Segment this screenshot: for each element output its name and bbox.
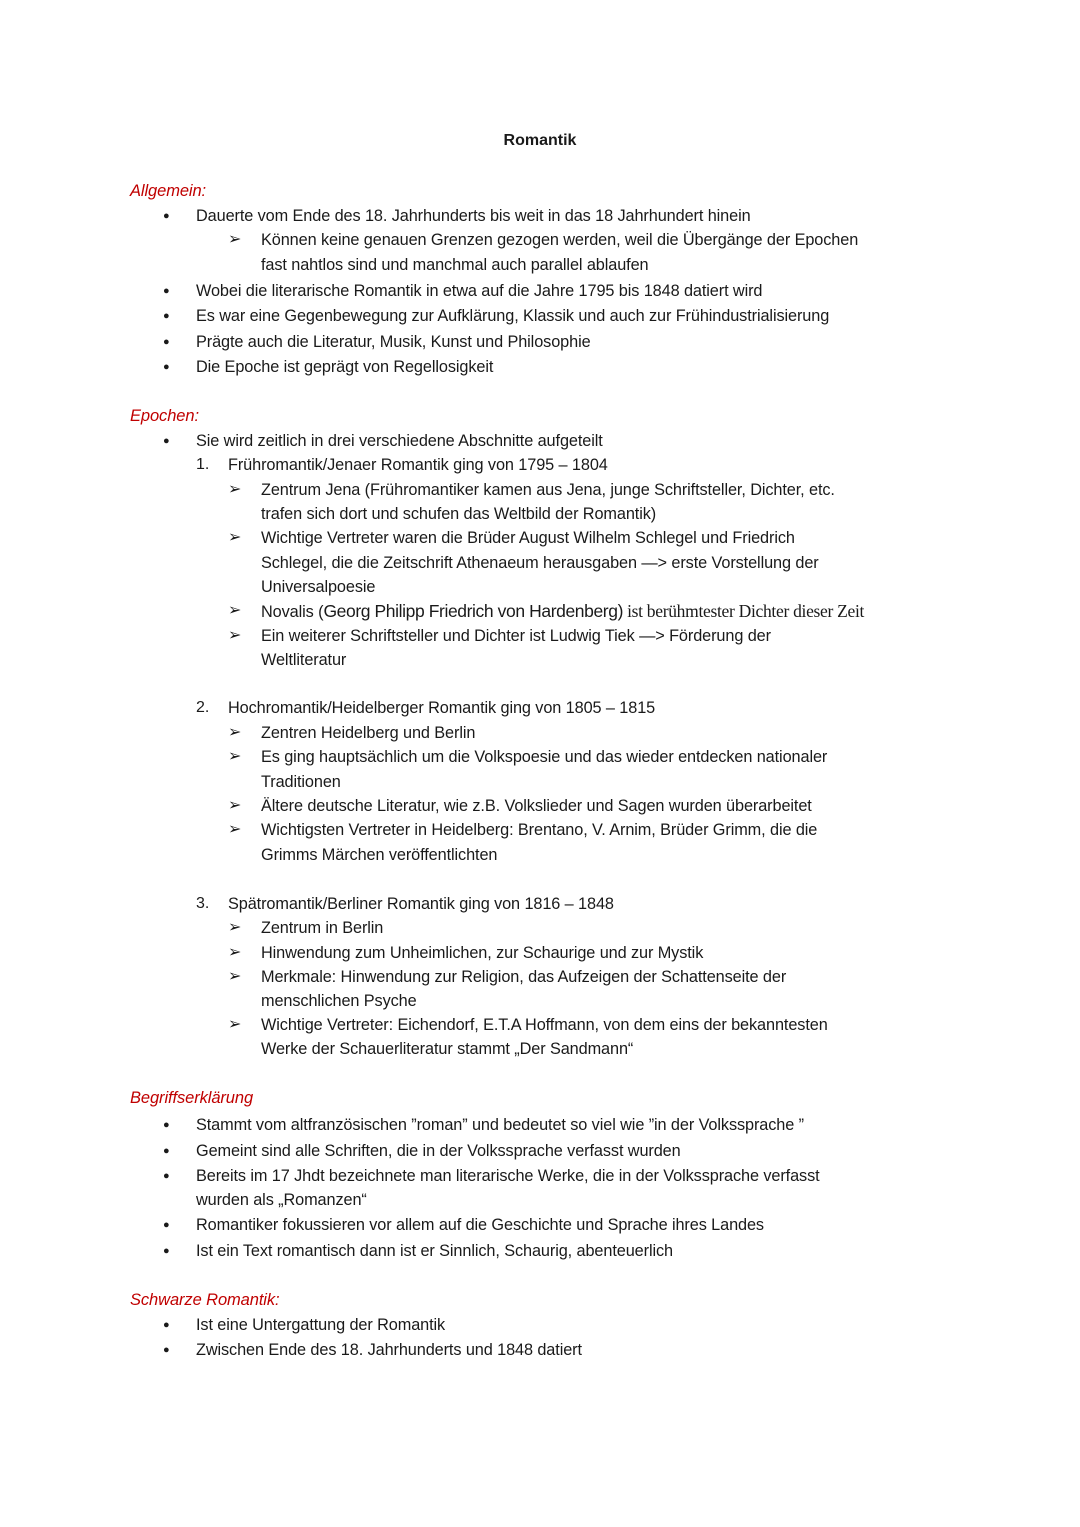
text-span: Georg Philipp Friedrich von Hardenberg): [323, 601, 623, 621]
bullet-icon: ●: [163, 1319, 170, 1331]
list-item-text: Können keine genauen Grenzen gezogen werden, weil die Übergänge der Epochen: [261, 231, 859, 249]
list-number: 2.: [196, 699, 210, 716]
bullet-icon: ●: [163, 1170, 170, 1182]
list-item-text: Es war eine Gegenbewegung zur Aufklärung, Klassik und auch zur Frühindustrialisierung: [196, 307, 830, 325]
list-item-text: Ein weiterer Schriftsteller und Dichter ist Ludwig Tiek —> Förderung der: [261, 627, 771, 645]
list-item-text: Romantiker fokussieren vor allem auf die Geschichte und Sprache ihres Landes: [196, 1216, 764, 1234]
arrow-bullet-icon: ➢: [228, 602, 242, 619]
list-item-text: Frühromantik/Jenaer Romantik ging von 1795 – 1804: [228, 456, 608, 474]
list-item-text: Die Epoche ist geprägt von Regellosigkeit: [196, 358, 494, 376]
list-item-text: Ist ein Text romantisch dann ist er Sinnlich, Schaurig, abenteuerlich: [196, 1242, 673, 1260]
section-heading: Epochen:: [130, 407, 199, 425]
arrow-bullet-icon: ➢: [228, 627, 242, 644]
list-item-text: Hochromantik/Heidelberger Romantik ging von 1805 – 1815: [228, 699, 656, 717]
list-item-text: Gemeint sind alle Schriften, die in der Volkssprache verfasst wurden: [196, 1142, 681, 1160]
list-item-text: Ältere deutsche Literatur, wie z.B. Volkslieder und Sagen wurden überarbeitet: [261, 797, 812, 815]
list-item-text: Wobei die literarische Romantik in etwa auf die Jahre 1795 bis 1848 datiert wird: [196, 282, 763, 300]
list-item-text: Ist eine Untergattung der Romantik: [196, 1316, 446, 1334]
bullet-icon: ●: [163, 310, 170, 322]
list-item-text: menschlichen Psyche: [261, 992, 417, 1010]
bullet-icon: ●: [163, 1119, 170, 1131]
bullet-icon: ●: [163, 1145, 170, 1157]
list-item-text: Werke der Schauerliteratur stammt „Der Sandmann“: [261, 1040, 634, 1058]
arrow-bullet-icon: ➢: [228, 919, 242, 936]
arrow-bullet-icon: ➢: [228, 944, 242, 961]
list-item-text: Zentren Heidelberg und Berlin: [261, 724, 476, 742]
list-item-text: Hinwendung zum Unheimlichen, zur Schaurige und zur Mystik: [261, 944, 704, 962]
list-number: 3.: [196, 895, 210, 912]
list-item-text: Traditionen: [261, 773, 341, 791]
list-item-text: Es ging hauptsächlich um die Volkspoesie und das wieder entdecken nationaler: [261, 748, 828, 766]
list-item-text: Universalpoesie: [261, 578, 376, 596]
list-item-text: Schlegel, die die Zeitschrift Athenaeum herausgaben —> erste Vorstellung der: [261, 554, 819, 572]
bullet-icon: ●: [163, 210, 170, 222]
list-item-text: Prägte auch die Literatur, Musik, Kunst und Philosophie: [196, 333, 591, 351]
arrow-bullet-icon: ➢: [228, 724, 242, 741]
bullet-icon: ●: [163, 1219, 170, 1231]
text-span: ist berühmtester Dichter dieser Zeit: [623, 601, 865, 621]
bullet-icon: ●: [163, 285, 170, 297]
section-heading: Allgemein:: [130, 182, 207, 200]
arrow-bullet-icon: ➢: [228, 231, 242, 248]
list-item-text: Spätromantik/Berliner Romantik ging von 1816 – 1848: [228, 895, 614, 913]
list-item-text: Zwischen Ende des 18. Jahrhunderts und 1848 datiert: [196, 1341, 582, 1359]
list-item-text: Wichtige Vertreter waren die Brüder August Wilhelm Schlegel und Friedrich: [261, 529, 795, 547]
arrow-bullet-icon: ➢: [228, 529, 242, 546]
list-item-text: wurden als „Romanzen“: [196, 1191, 367, 1209]
list-item-text: Dauerte vom Ende des 18. Jahrhunderts bis weit in das 18 Jahrhundert hinein: [196, 207, 751, 225]
list-item-text: Zentrum Jena (Frühromantiker kamen aus Jena, junge Schriftsteller, Dichter, etc.: [261, 481, 835, 499]
bullet-icon: ●: [163, 336, 170, 348]
list-item-text: Merkmale: Hinwendung zur Religion, das Aufzeigen der Schattenseite der: [261, 968, 787, 986]
bullet-icon: ●: [163, 361, 170, 373]
arrow-bullet-icon: ➢: [228, 748, 242, 765]
bullet-icon: ●: [163, 1344, 170, 1356]
arrow-bullet-icon: ➢: [228, 821, 242, 838]
list-number: 1.: [196, 456, 210, 473]
arrow-bullet-icon: ➢: [228, 481, 242, 498]
section-heading: Schwarze Romantik:: [130, 1291, 280, 1309]
list-item-text: Wichtigsten Vertreter in Heidelberg: Brentano, V. Arnim, Brüder Grimm, die die: [261, 821, 818, 839]
bullet-icon: ●: [163, 435, 170, 447]
list-item-text: Sie wird zeitlich in drei verschiedene Abschnitte aufgeteilt: [196, 432, 603, 450]
arrow-bullet-icon: ➢: [228, 1016, 242, 1033]
arrow-bullet-icon: ➢: [228, 968, 242, 985]
list-item-text: Bereits im 17 Jhdt bezeichnete man literarische Werke, die in der Volkssprache verfasst: [196, 1167, 820, 1185]
list-item-text: trafen sich dort und schufen das Weltbild der Romantik): [261, 505, 657, 523]
arrow-bullet-icon: ➢: [228, 797, 242, 814]
list-item-text: Wichtige Vertreter: Eichendorf, E.T.A Hoffmann, von dem eins der bekanntesten: [261, 1016, 828, 1034]
list-item-text: Weltliteratur: [261, 651, 347, 669]
bullet-icon: ●: [163, 1245, 170, 1257]
list-item-text: Grimms Märchen veröffentlichten: [261, 846, 498, 864]
section-heading: Begriffserklärung: [130, 1089, 254, 1107]
text-span: Novalis (: [261, 603, 324, 621]
list-item-text: Zentrum in Berlin: [261, 919, 384, 937]
list-item-text: Stammt vom altfranzösischen ”roman” und bedeutet so viel wie ”in der Volkssprache ”: [196, 1116, 804, 1134]
list-item-text: fast nahtlos sind und manchmal auch parallel ablaufen: [261, 256, 649, 274]
document-title: Romantik: [503, 132, 577, 149]
list-item-text: [261, 601, 864, 622]
